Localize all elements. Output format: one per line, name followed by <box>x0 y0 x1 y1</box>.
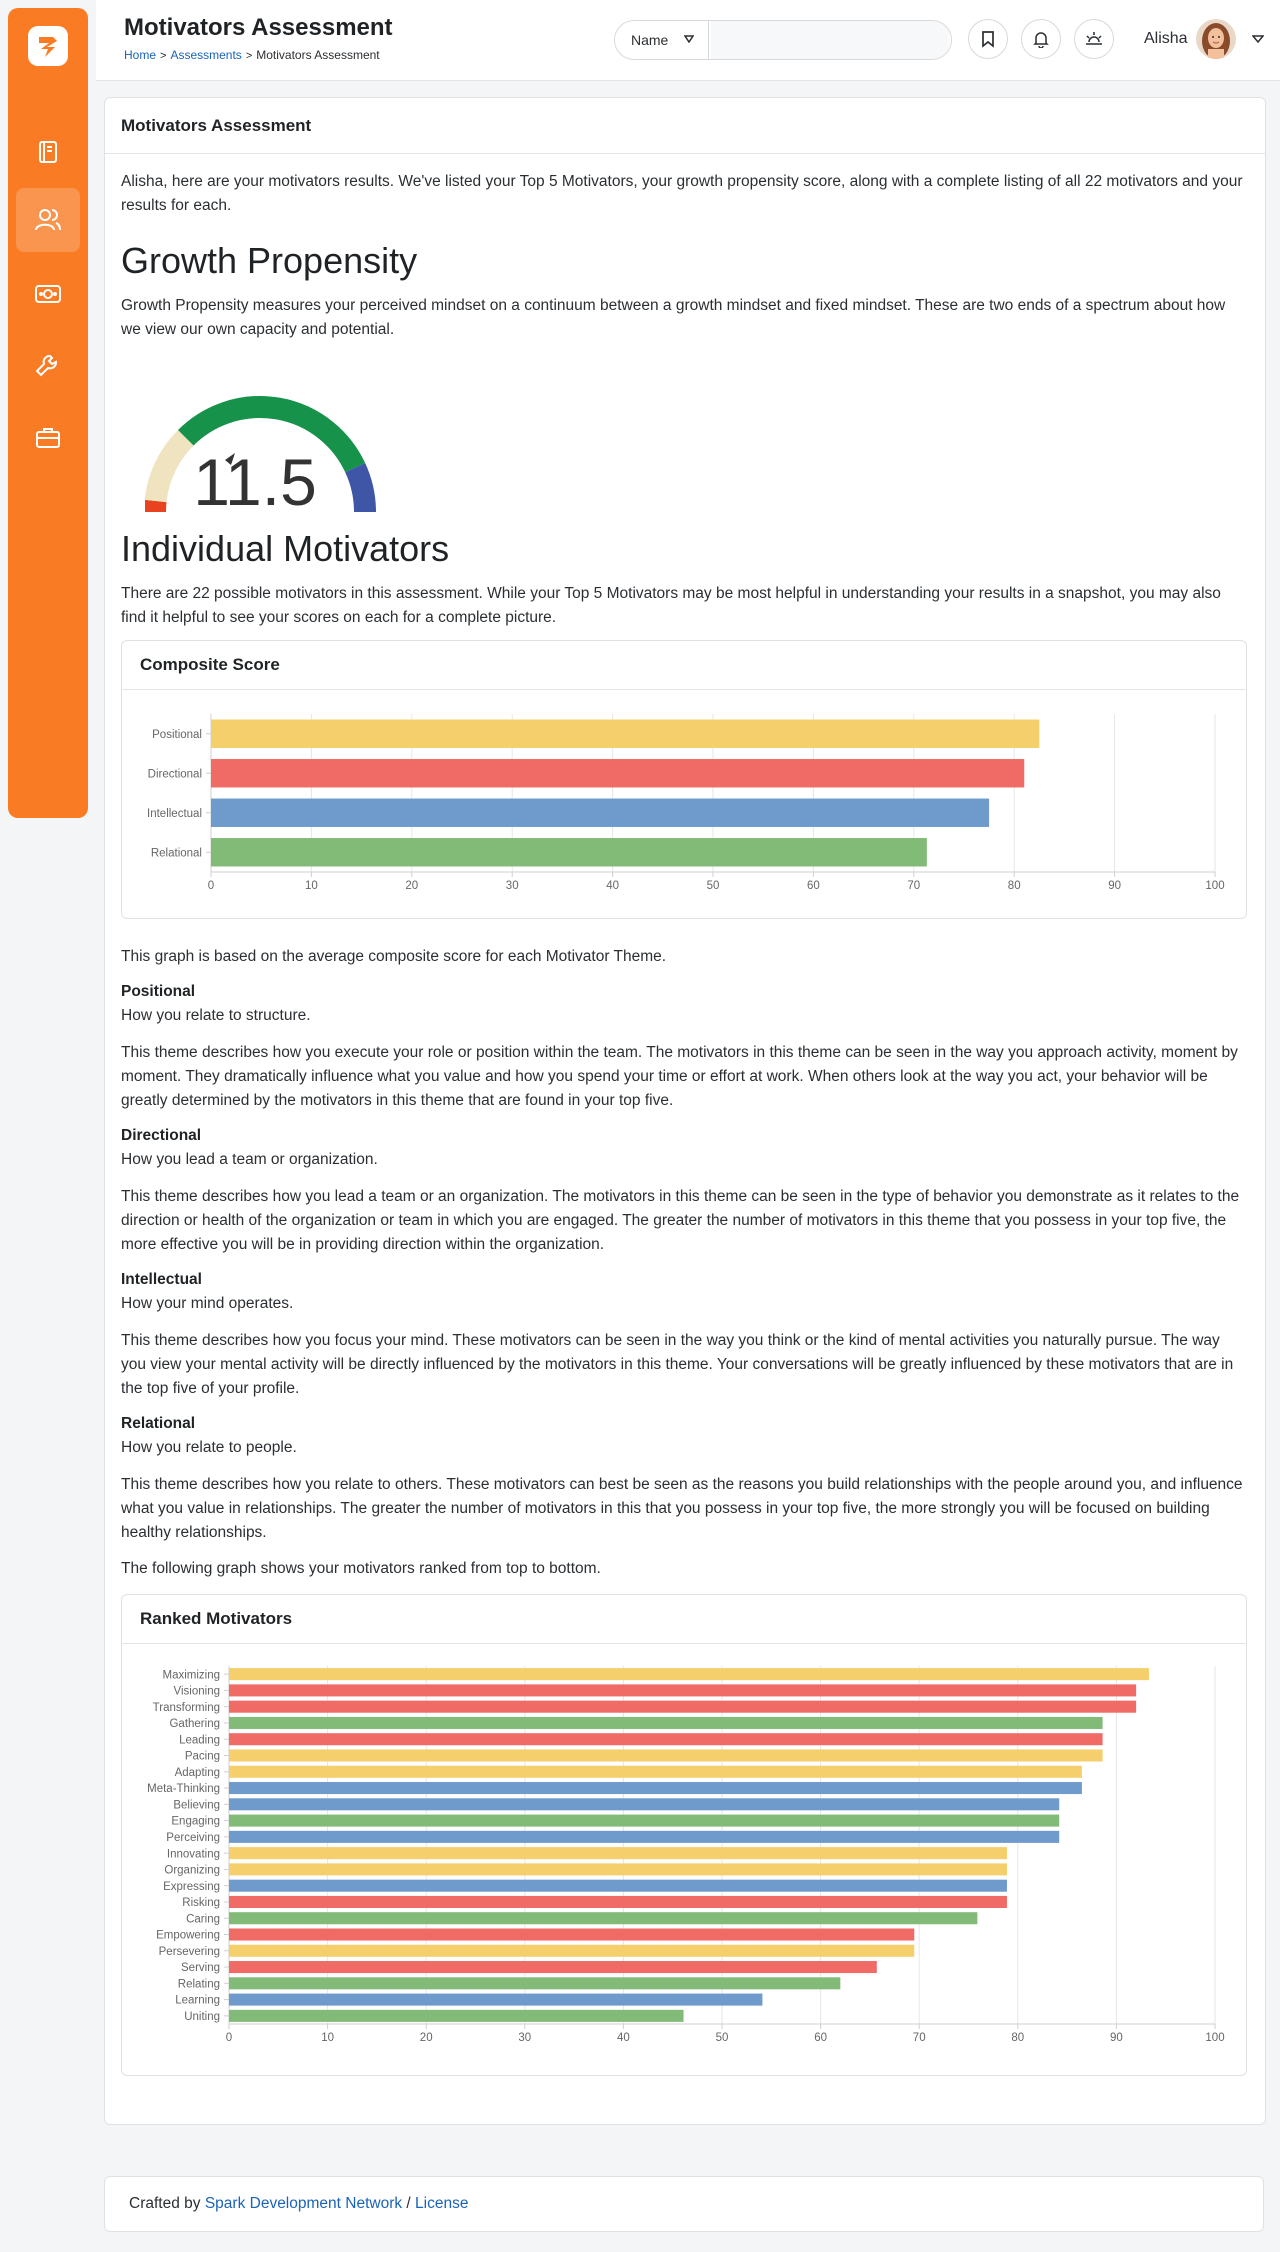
x-tick-label: 70 <box>907 880 921 892</box>
category-label: Learning <box>175 1994 220 2007</box>
x-tick-label: 0 <box>225 2032 233 2044</box>
footer-org-link[interactable]: Spark Development Network <box>204 2195 403 2212</box>
gauge-segment-low <box>155 501 156 512</box>
bar-empowering <box>229 1928 914 1940</box>
x-tick-label: 60 <box>814 2032 827 2044</box>
bar-visioning <box>229 1684 1136 1696</box>
category-label: Transforming <box>152 1701 220 1714</box>
category-label: Meta-Thinking <box>147 1783 220 1796</box>
category-label: Relational <box>150 847 202 860</box>
sidebar-item-finance[interactable] <box>16 262 80 326</box>
search-type-select[interactable] <box>615 21 709 59</box>
theme-description-intellectual: This theme describes how you focus your mind. These motivators can be seen in the way you think or the kind of mental activities you naturally pursue. The way you view your mental activity will be directly influenced by the motivators in this theme. Your conversations will be greatly influenced by these motivators that are in the top five of your profile. <box>121 1332 1234 1397</box>
breadcrumb-home[interactable]: Home <box>124 48 157 62</box>
category-label: Engaging <box>171 1815 220 1828</box>
category-label: Believing <box>173 1799 220 1812</box>
breadcrumb-assessments[interactable]: Assessments <box>170 48 242 62</box>
x-tick-label: 20 <box>405 880 419 892</box>
sidebar-item-people[interactable] <box>16 188 80 252</box>
x-tick-label: 80 <box>1011 2032 1025 2044</box>
bar-believing <box>229 1798 1059 1810</box>
gauge-segment-high <box>355 468 365 512</box>
theme-title-intellectual: Intellectual <box>121 1271 202 1288</box>
category-label: Risking <box>182 1897 220 1910</box>
bar-organizing <box>229 1863 1007 1875</box>
theme-description-relational: This theme describes how you relate to others. These motivators can best be seen as the reasons you build relationships with the people around you, and influence what you value in relationships. The greater the number of motivators in this that you possess in your top five, the more strongly you will be focused on building healthy relationships. <box>121 1476 1243 1541</box>
composite-score-heading: Composite Score <box>122 641 1246 690</box>
theme-description-directional: This theme describes how you lead a team or an organization. The motivators in this theme can be seen in the type of behavior you demonstrate as it relates to the direction or health of the organization or team in which you are engaged. The greater the number of motivators in this theme that you possess in your top five, the more effective you will be in providing direction within the organization. <box>121 1188 1240 1253</box>
wrench-icon <box>34 352 62 380</box>
sidebar-item-notebook[interactable] <box>16 120 80 184</box>
category-label: Visioning <box>173 1685 220 1698</box>
search-bar <box>614 20 952 60</box>
bell-icon <box>1032 30 1050 48</box>
breadcrumb-separator-icon: > <box>245 50 253 62</box>
ranked-motivators-chart <box>122 1644 1244 2074</box>
category-label: Uniting <box>184 2011 220 2024</box>
sidebar-item-tools[interactable] <box>16 334 80 398</box>
bar-positional <box>211 720 1039 748</box>
panel-heading: Motivators Assessment <box>105 98 1265 154</box>
footer-prefix: Crafted by <box>129 2195 201 2212</box>
theme-tagline-relational: How you relate to people. <box>121 1439 297 1456</box>
x-tick-label: 50 <box>715 2032 729 2044</box>
ranked-motivators-heading: Ranked Motivators <box>122 1595 1246 1644</box>
category-label: Serving <box>181 1962 220 1975</box>
category-label: Caring <box>186 1913 220 1926</box>
category-label: Adapting <box>174 1766 220 1779</box>
theme-toggle-button[interactable] <box>1074 19 1114 59</box>
users-icon <box>34 206 62 234</box>
caret-down-icon <box>684 35 694 43</box>
theme-title-positional: Positional <box>121 983 196 1000</box>
category-label: Positional <box>152 728 202 741</box>
avatar <box>1196 19 1236 59</box>
bookmark-icon <box>980 30 996 48</box>
category-label: Pacing <box>184 1750 220 1763</box>
page-title: Motivators Assessment <box>124 14 393 41</box>
x-tick-label: 100 <box>1205 2032 1225 2044</box>
category-label: Maximizing <box>162 1669 220 1682</box>
ranked-note: The following graph shows your motivators ranked from top to bottom. <box>121 1560 601 1577</box>
footer-license-link[interactable]: License <box>415 2195 469 2212</box>
bar-risking <box>229 1896 1007 1908</box>
ranked-motivators-card <box>121 1594 1247 2076</box>
x-tick-label: 30 <box>505 880 519 892</box>
x-tick-label: 100 <box>1205 880 1225 892</box>
composite-score-chart <box>122 690 1244 916</box>
footer-separator: / <box>406 2195 411 2212</box>
composite-note: This graph is based on the average composite score for each Motivator Theme. <box>121 948 667 965</box>
growth-propensity-description: Growth Propensity measures your perceived mindset on a continuum between a growth mindset and fixed mindset. These are two ends of a spectrum about how we view our own capacity and potential. <box>121 297 1226 338</box>
bookmark-button[interactable] <box>968 19 1008 59</box>
bar-transforming <box>229 1701 1136 1713</box>
x-tick-label: 90 <box>1110 2032 1123 2044</box>
category-label: Persevering <box>158 1945 220 1958</box>
bar-learning <box>229 1994 762 2006</box>
notebook-icon <box>35 139 61 165</box>
search-input[interactable] <box>711 21 949 59</box>
bar-engaging <box>229 1815 1059 1827</box>
composite-score-card <box>121 640 1247 919</box>
theme-tagline-directional: How you lead a team or organization. <box>121 1151 378 1168</box>
growth-propensity-title: Growth Propensity <box>121 240 418 281</box>
bar-uniting <box>229 2010 684 2022</box>
bar-expressing <box>229 1880 1007 1892</box>
x-tick-label: 10 <box>305 880 318 892</box>
x-tick-label: 80 <box>1007 880 1021 892</box>
breadcrumb-current: Motivators Assessment <box>256 48 380 62</box>
bar-intellectual <box>211 799 989 827</box>
briefcase-icon <box>34 425 62 451</box>
money-icon <box>34 282 62 306</box>
category-label: Innovating <box>166 1848 220 1861</box>
bar-maximizing <box>229 1668 1149 1680</box>
individual-motivators-description: There are 22 possible motivators in this assessment. While your Top 5 Motivators may be most helpful in understanding your results in a snapshot, you may also find it helpful to see your scores on each for a complete picture. <box>121 585 1221 626</box>
bar-pacing <box>229 1749 1103 1761</box>
theme-title-relational: Relational <box>121 1415 196 1432</box>
bar-relating <box>229 1977 840 1989</box>
x-tick-label: 50 <box>706 880 720 892</box>
bar-perceiving <box>229 1831 1059 1843</box>
bar-adapting <box>229 1766 1082 1778</box>
search-type-label: Name <box>631 32 669 48</box>
bar-meta-thinking <box>229 1782 1082 1794</box>
sidebar-item-admin[interactable] <box>16 406 80 470</box>
bar-gathering <box>229 1717 1103 1729</box>
sidebar <box>8 8 88 818</box>
assessment-panel <box>104 97 1266 2125</box>
user-menu[interactable] <box>1130 16 1270 62</box>
bar-innovating <box>229 1847 1007 1859</box>
x-tick-label: 30 <box>518 2032 532 2044</box>
bar-serving <box>229 1961 877 1973</box>
category-label: Intellectual <box>147 807 202 820</box>
theme-title-directional: Directional <box>121 1127 202 1144</box>
bar-persevering <box>229 1945 914 1957</box>
category-label: Relating <box>177 1978 220 1991</box>
individual-motivators-title: Individual Motivators <box>121 528 450 569</box>
x-tick-label: 70 <box>912 2032 926 2044</box>
logo-icon <box>35 33 61 59</box>
category-label: Expressing <box>163 1880 220 1893</box>
category-label: Gathering <box>169 1718 220 1731</box>
top-header <box>96 0 1280 81</box>
theme-description-positional: This theme describes how you execute your role or position within the team. The motivators in this theme can be seen in the way you approach activity, moment by moment. They dramatically influence what you value and how you spend your time or effort at work. When others look at the way you act, your behavior will be greatly determined by the motivators in this theme that are found in your top five. <box>121 1044 1238 1109</box>
footer <box>104 2176 1264 2232</box>
intro-text: Alisha, here are your motivators results. We've listed your Top 5 Motivators, your growth propensity score, along with a complete listing of all 22 motivators and your results for each. <box>121 173 1243 214</box>
x-tick-label: 20 <box>419 2032 433 2044</box>
logo[interactable] <box>28 26 68 66</box>
bar-caring <box>229 1912 977 1924</box>
x-tick-label: 0 <box>207 880 215 892</box>
category-label: Perceiving <box>166 1832 220 1845</box>
user-name: Alisha <box>1144 30 1188 47</box>
breadcrumb <box>124 48 380 62</box>
bar-relational <box>211 838 927 866</box>
theme-tagline-intellectual: How your mind operates. <box>121 1295 294 1312</box>
breadcrumb-separator-icon: > <box>160 50 167 62</box>
bar-leading <box>229 1733 1103 1745</box>
gauge-segment-fixed <box>156 438 186 501</box>
x-tick-label: 60 <box>807 880 820 892</box>
x-tick-label: 40 <box>606 880 619 892</box>
x-tick-label: 40 <box>617 2032 630 2044</box>
theme-tagline-positional: How you relate to structure. <box>121 1007 311 1024</box>
notifications-button[interactable] <box>1021 19 1061 59</box>
x-tick-label: 10 <box>321 2032 334 2044</box>
category-label: Leading <box>179 1734 220 1747</box>
category-label: Directional <box>147 768 202 781</box>
caret-down-icon <box>1252 35 1264 43</box>
category-label: Organizing <box>164 1864 220 1877</box>
category-label: Empowering <box>156 1929 220 1942</box>
x-tick-label: 90 <box>1108 880 1121 892</box>
sunrise-icon <box>1084 30 1104 48</box>
gauge-score: 11.5 <box>193 445 317 516</box>
bar-directional <box>211 759 1024 787</box>
growth-propensity-gauge <box>145 368 385 516</box>
